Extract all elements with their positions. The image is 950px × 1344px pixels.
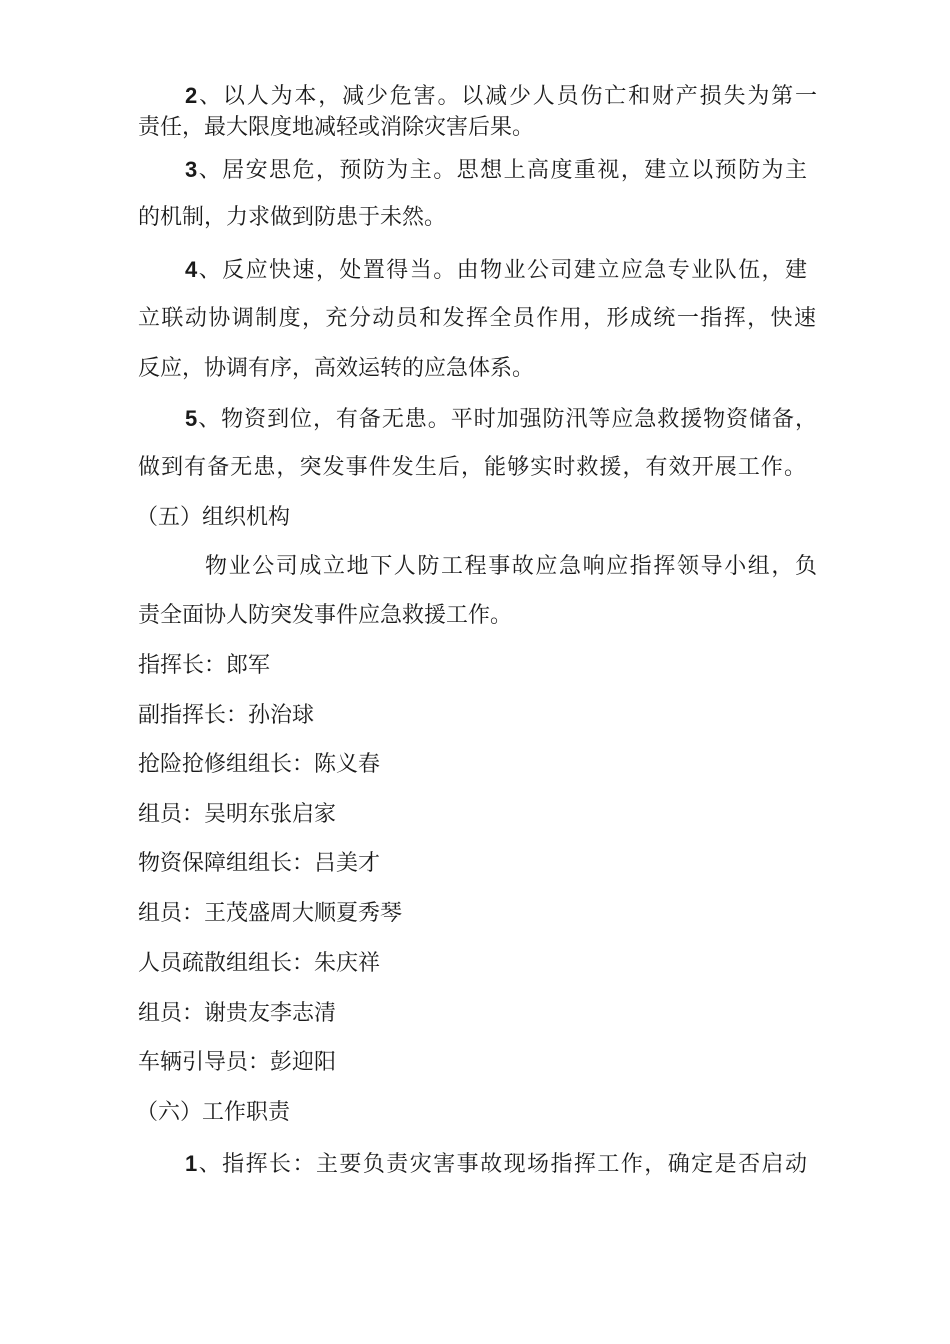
paragraph-3-line-1	[185, 155, 807, 186]
paragraph-4-line-1	[185, 255, 807, 286]
item-text: 、指挥长：主要负责灾害事故现场指挥工作，确定是否启动	[197, 1152, 807, 1177]
item-number: 1	[185, 1151, 198, 1176]
item-text: 、以人为本，减少危害。以减少人员伤亡和财产损失为第一	[197, 84, 817, 109]
section-6-item-1	[185, 1149, 807, 1180]
roster-supply-members: 组员：王茂盛周大顺夏秀琴	[138, 901, 403, 926]
roster-evacuation-leader: 人员疏散组组长：朱庆祥	[138, 951, 381, 976]
roster-evacuation-members: 组员：谢贵友李志清	[138, 1001, 337, 1026]
section-5-intro-line-2: 责全面协人防突发事件应急救援工作。	[138, 603, 513, 628]
item-number: 3	[185, 157, 198, 182]
roster-commander: 指挥长：郎军	[138, 653, 271, 678]
paragraph-4-line-3: 反应，协调有序，高效运转的应急体系。	[138, 356, 535, 381]
paragraph-4-line-2: 立联动协调制度，充分动员和发挥全员作用，形成统一指挥，快速	[138, 306, 816, 331]
section-5-heading: （五）组织机构	[136, 505, 291, 530]
paragraph-3-line-2: 的机制，力求做到防患于未然。	[138, 205, 447, 230]
section-5-intro-line-1: 物业公司成立地下人防工程事故应急响应指挥领导小组，负	[205, 554, 817, 579]
item-number: 5	[185, 406, 198, 431]
roster-rescue-leader: 抢险抢修组组长：陈义春	[138, 752, 381, 777]
paragraph-2-line-1	[185, 81, 817, 112]
item-number: 4	[185, 257, 198, 282]
item-text: 、反应快速，处置得当。由物业公司建立应急专业队伍，建	[197, 258, 807, 283]
paragraph-5-line-1	[185, 404, 817, 435]
paragraph-5-line-2: 做到有备无患，突发事件发生后，能够实时救援，有效开展工作。	[138, 455, 806, 480]
item-text: 、居安思危，预防为主。思想上高度重视，建立以预防为主	[197, 158, 807, 183]
paragraph-2-line-2: 责任，最大限度地减轻或消除灾害后果。	[138, 115, 535, 140]
section-6-heading: （六）工作职责	[136, 1100, 291, 1125]
roster-rescue-members: 组员：吴明东张启家	[138, 802, 337, 827]
roster-deputy-commander: 副指挥长：孙治球	[138, 703, 315, 728]
roster-supply-leader: 物资保障组组长：吕美才	[138, 851, 381, 876]
roster-vehicle-guide: 车辆引导员：彭迎阳	[138, 1050, 337, 1075]
item-number: 2	[185, 83, 198, 108]
item-text: 、物资到位，有备无患。平时加强防汛等应急救援物资储备，	[197, 407, 817, 432]
